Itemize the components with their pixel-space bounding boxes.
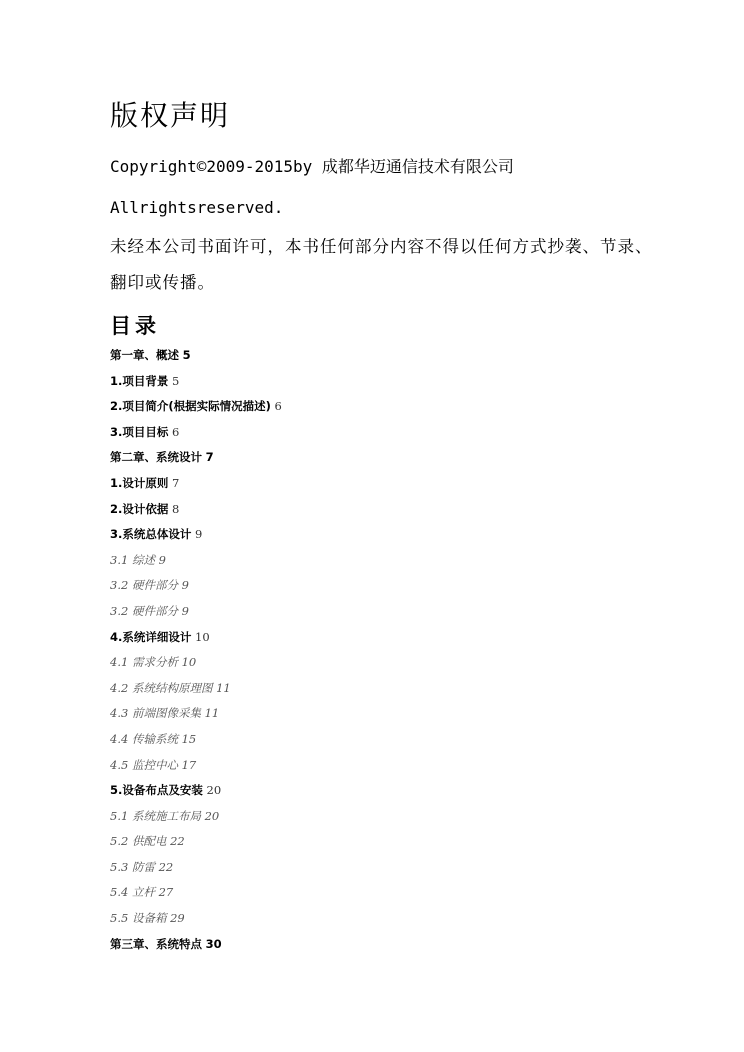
toc-entry-title: 3.2 硬件部分 xyxy=(110,578,178,593)
toc-entry-page: 22 xyxy=(158,859,174,874)
toc-entry-page: 7 xyxy=(172,475,180,490)
toc-entry-title: 4.2 系统结构原理图 xyxy=(110,680,213,695)
toc-entry-title: 5.5 设备箱 xyxy=(110,911,167,926)
toc-entry-title: 3.项目目标 xyxy=(110,424,169,439)
toc-entry-title: 第三章、系统特点 xyxy=(110,936,202,951)
toc-entry[interactable] xyxy=(110,780,670,806)
toc-entry-title: 5.1 系统施工布局 xyxy=(110,808,201,823)
toc-entry-page: 30 xyxy=(205,936,222,951)
toc-entry[interactable] xyxy=(110,755,670,781)
toc-entry-title: 3.1 综述 xyxy=(110,552,155,567)
toc-entry[interactable] xyxy=(110,524,670,550)
toc-entry-title: 5.4 立杆 xyxy=(110,885,155,900)
toc-entry-title: 2.项目简介(根据实际情况描述) xyxy=(110,399,271,414)
toc-entry-page: 10 xyxy=(195,629,210,644)
table-of-contents xyxy=(110,345,670,959)
toc-entry-title: 5.3 防雷 xyxy=(110,859,155,874)
toc-entry-title: 4.系统详细设计 xyxy=(110,629,192,644)
toc-entry[interactable] xyxy=(110,729,670,755)
toc-entry[interactable] xyxy=(110,345,670,371)
toc-entry[interactable] xyxy=(110,857,670,883)
toc-entry[interactable] xyxy=(110,627,670,653)
toc-entry-page: 9 xyxy=(181,603,189,618)
toc-entry-page: 9 xyxy=(158,552,166,567)
toc-entry-page: 10 xyxy=(181,655,197,670)
toc-entry-title: 1.项目背景 xyxy=(110,373,169,388)
toc-entry-title: 4.1 需求分析 xyxy=(110,655,178,670)
toc-entry-page: 29 xyxy=(170,911,185,926)
toc-entry[interactable] xyxy=(110,703,670,729)
toc-entry[interactable] xyxy=(110,831,670,857)
toc-entry[interactable] xyxy=(110,422,670,448)
toc-entry-title: 4.4 传输系统 xyxy=(110,731,178,746)
toc-entry[interactable] xyxy=(110,447,670,473)
copyright-notice: Copyright©2009-2015by 成都华迈通信技术有限公司 xyxy=(110,157,514,176)
toc-entry-page: 11 xyxy=(204,706,220,721)
toc-entry-title: 2.设计依据 xyxy=(110,501,169,516)
toc-entry-page: 15 xyxy=(181,731,197,746)
toc-entry-page: 22 xyxy=(170,834,185,849)
toc-entry-page: 5 xyxy=(182,348,191,362)
toc-entry-title: 4.3 前端图像采集 xyxy=(110,706,201,721)
toc-entry-page: 8 xyxy=(172,501,180,516)
toc-entry-page: 9 xyxy=(195,527,203,542)
toc-entry-title: 5.设备布点及安装 xyxy=(110,783,203,798)
copyright-title: 版权声明 xyxy=(110,99,231,132)
toc-entry-page: 27 xyxy=(158,885,174,900)
toc-entry-page: 17 xyxy=(181,757,197,772)
toc-entry[interactable] xyxy=(110,601,670,627)
toc-entry-page: 7 xyxy=(205,450,214,465)
toc-entry[interactable] xyxy=(110,473,670,499)
toc-entry-page: 9 xyxy=(181,578,189,593)
toc-entry-page: 6 xyxy=(274,399,282,414)
toc-entry-title: 第一章、概述 xyxy=(110,348,179,362)
toc-entry-title: 1.设计原则 xyxy=(110,475,169,490)
toc-entry-page: 11 xyxy=(216,680,231,695)
toc-entry-title: 5.2 供配电 xyxy=(110,834,167,849)
license-text-line-1: 未经本公司书面许可，本书任何部分内容不得以任何方式抄袭、节录、 xyxy=(110,237,653,256)
toc-entry[interactable] xyxy=(110,371,670,397)
toc-entry[interactable] xyxy=(110,396,670,422)
license-text-line-2: 翻印或传播。 xyxy=(110,273,215,292)
toc-entry[interactable] xyxy=(110,499,670,525)
toc-entry[interactable] xyxy=(110,934,670,960)
toc-entry-title: 第二章、系统设计 xyxy=(110,450,202,465)
toc-entry-title: 3.系统总体设计 xyxy=(110,527,192,542)
toc-title: 目录 xyxy=(110,314,160,338)
toc-entry[interactable] xyxy=(110,575,670,601)
toc-entry-title: 3.2 硬件部分 xyxy=(110,603,178,618)
toc-entry[interactable] xyxy=(110,652,670,678)
toc-entry-page: 20 xyxy=(204,808,220,823)
toc-entry-title: 4.5 监控中心 xyxy=(110,757,178,772)
toc-entry-page: 6 xyxy=(172,424,180,439)
rights-reserved: Allrightsreserved. xyxy=(110,198,284,217)
toc-entry-page: 20 xyxy=(206,783,222,798)
toc-entry[interactable] xyxy=(110,550,670,576)
toc-entry[interactable] xyxy=(110,908,670,934)
toc-entry-page: 5 xyxy=(172,373,180,388)
toc-entry[interactable] xyxy=(110,806,670,832)
toc-entry[interactable] xyxy=(110,882,670,908)
toc-entry[interactable] xyxy=(110,678,670,704)
